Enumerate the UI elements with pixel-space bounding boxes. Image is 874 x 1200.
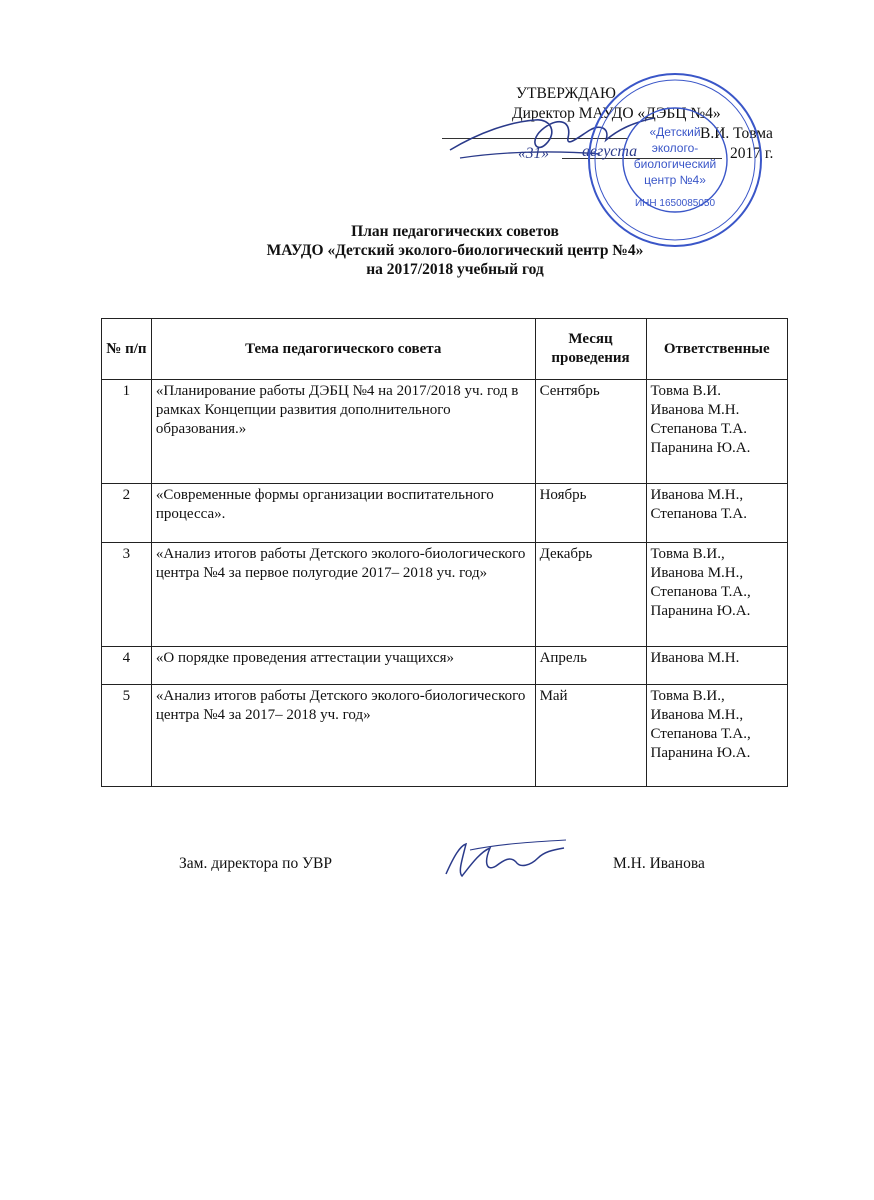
table-row — [102, 647, 788, 685]
footer-name: М.Н. Иванова — [613, 855, 705, 872]
responsible-person: Иванова М.Н., — [650, 707, 744, 723]
date-day: «31» — [518, 145, 549, 162]
cell-responsible — [646, 543, 788, 647]
deputy-signature — [440, 836, 570, 886]
footer-signature-block — [0, 853, 874, 893]
header-month: Месяц проведения — [535, 319, 646, 380]
header-responsible: Ответственные — [646, 319, 788, 380]
stamp-inn: ИНН 1650085050 — [634, 198, 716, 209]
responsible-person: Степанова Т.А. — [650, 506, 748, 522]
table-row — [102, 543, 788, 647]
heading-line-2: МАУДО «Детский эколого-биологический центр №4» — [266, 242, 644, 259]
date-year: 2017 г. — [730, 145, 774, 162]
responsible-person: Товма В.И., — [650, 546, 725, 562]
heading-line-3: на 2017/2018 учебный год — [366, 261, 544, 278]
responsible-person: Степанова Т.А., — [650, 726, 751, 742]
cell-responsible — [646, 380, 788, 484]
responsible-person: Иванова М.Н., — [650, 487, 744, 503]
stamp-text-3: биологический — [633, 157, 717, 171]
cell-topic: «Анализ итогов работы Детского эколого-биологического центра №4 за первое полугодие 2017– 2018 уч. год» — [151, 543, 535, 647]
responsible-person: Иванова М.Н. — [650, 402, 740, 418]
responsible-person: Паранина Ю.А. — [650, 603, 751, 619]
document-heading — [0, 222, 874, 279]
cell-topic: «Анализ итогов работы Детского эколого-биологического центра №4 за 2017– 2018 уч. год» — [151, 685, 535, 787]
cell-month: Сентябрь — [535, 380, 646, 484]
responsible-person: Степанова Т.А., — [650, 584, 751, 600]
cell-num: 4 — [102, 647, 152, 685]
plan-table — [101, 318, 788, 787]
cell-topic: «Современные формы организации воспитательного процесса». — [151, 484, 535, 543]
cell-month: Апрель — [535, 647, 646, 685]
cell-responsible — [646, 685, 788, 787]
approval-title: УТВЕРЖДАЮ — [516, 85, 616, 102]
approval-name: В.И. Товма — [700, 125, 773, 142]
responsible-person: Степанова Т.А. — [650, 421, 748, 437]
responsible-person: Иванова М.Н., — [650, 565, 744, 581]
approval-position: Директор МАУДО «ДЭБЦ №4» — [512, 105, 721, 122]
table-row — [102, 380, 788, 484]
cell-num: 5 — [102, 685, 152, 787]
cell-responsible — [646, 484, 788, 543]
header-topic: Тема педагогического совета — [151, 319, 535, 380]
responsible-person: Товма В.И., — [650, 688, 725, 704]
heading-line-1: План педагогических советов — [351, 223, 559, 240]
responsible-person: Паранина Ю.А. — [650, 745, 751, 761]
cell-num: 1 — [102, 380, 152, 484]
header-num: № п/п — [102, 319, 152, 380]
cell-num: 2 — [102, 484, 152, 543]
footer-position: Зам. директора по УВР — [179, 855, 333, 872]
cell-responsible — [646, 647, 788, 685]
cell-topic: «Планирование работы ДЭБЦ №4 на 2017/2018 уч. год в рамках Концепции развития дополнительного образования.» — [151, 380, 535, 484]
date-month: августа — [582, 143, 638, 160]
table-row — [102, 484, 788, 543]
cell-month: Май — [535, 685, 646, 787]
responsible-person: Паранина Ю.А. — [650, 440, 751, 456]
cell-num: 3 — [102, 543, 152, 647]
cell-topic: «О порядке проведения аттестации учащихся» — [151, 647, 535, 685]
responsible-person: Товма В.И. — [650, 383, 721, 399]
stamp-text-4: центр №4» — [644, 173, 706, 187]
stamp-text-1: «Детский — [649, 125, 701, 139]
cell-month: Декабрь — [535, 543, 646, 647]
stamp-text-2: эколого- — [651, 141, 699, 155]
cell-month: Ноябрь — [535, 484, 646, 543]
table-row — [102, 685, 788, 787]
table-header-row — [102, 319, 788, 380]
responsible-person: Иванова М.Н. — [650, 650, 740, 666]
